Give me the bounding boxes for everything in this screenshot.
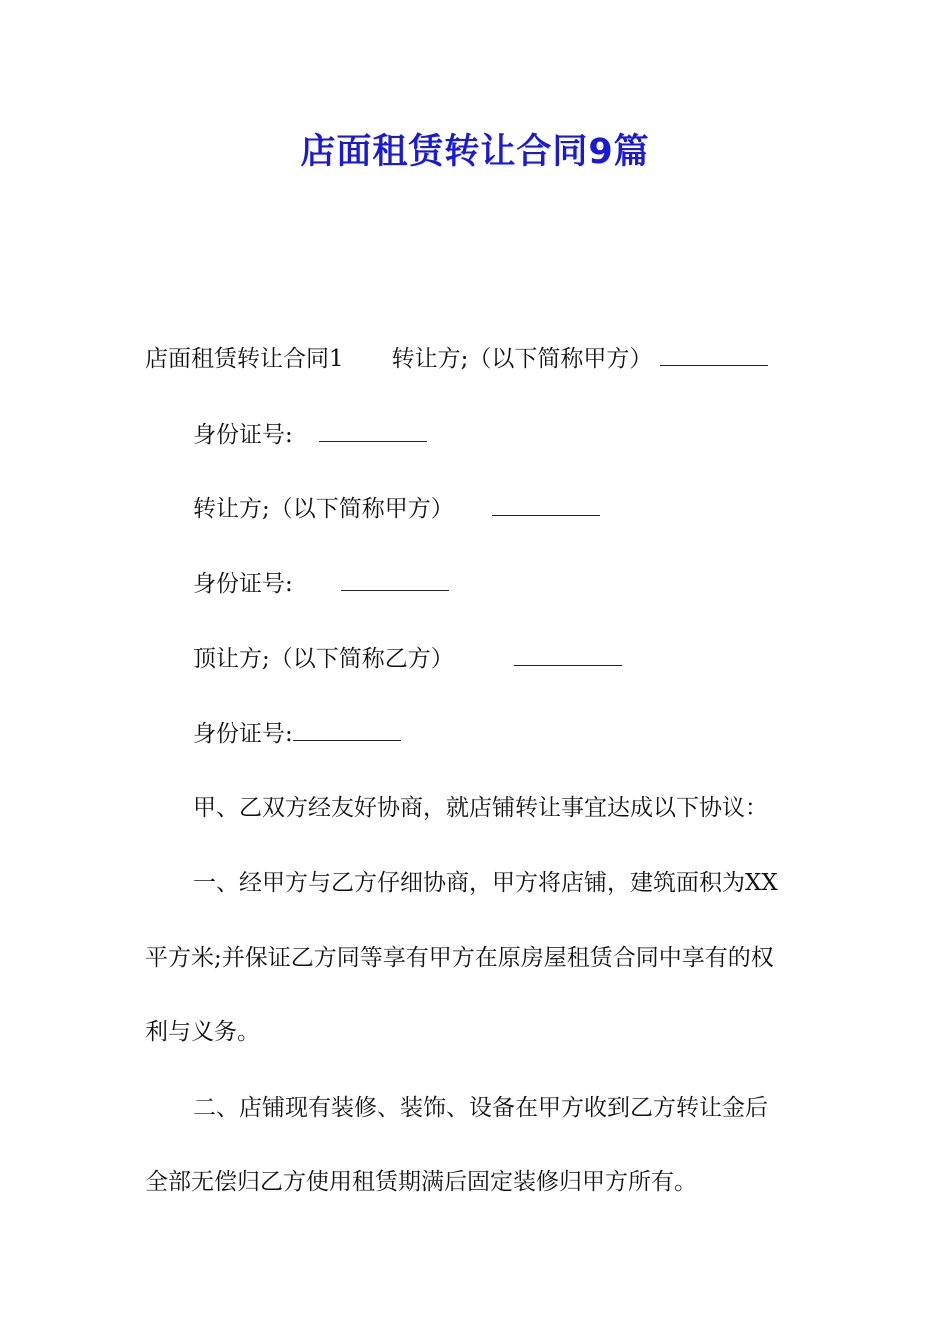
transferor-label: 转让方;（以下简称甲方） [193,496,454,522]
contract-header-line [145,343,768,374]
clause-2-line-2: 全部无偿归乙方使用租赁期满后固定装修归甲方所有。 [145,1169,697,1195]
id-number-line-1 [193,419,427,450]
id-number-line-2 [193,568,449,599]
transferee-blank [514,643,622,666]
id-number-label: 身份证号: [193,571,293,597]
id-number-blank [293,718,401,741]
transferee-line [193,643,622,674]
clause-1-line-2: 平方米;并保证乙方同等享有甲方在原房屋租赁合同中享有的权 [145,945,774,971]
id-number-label: 身份证号: [193,721,293,747]
contract-subtitle: 店面租赁转让合同1 [145,346,344,372]
transferee-label: 顶让方;（以下简称乙方） [193,646,454,672]
id-number-line-3 [193,718,401,749]
document-title: 店面租赁转让合同9篇 [300,132,650,172]
transferor-blank [492,493,600,516]
clause-2-line-1: 二、店铺现有装修、装饰、设备在甲方收到乙方转让金后 [193,1095,768,1121]
transferor-blank [660,343,768,366]
transferor-line-2 [193,493,600,524]
clause-1-line-1: 一、经甲方与乙方仔细协商，甲方将店铺，建筑面积为XX [193,870,778,896]
id-number-label: 身份证号: [193,422,293,448]
transferor-label: 转让方;（以下简称甲方） [391,346,653,372]
id-number-blank [341,568,449,591]
id-number-blank [319,419,427,442]
clause-1-line-3: 利与义务。 [145,1019,260,1045]
agreement-intro: 甲、乙双方经友好协商，就店铺转让事宜达成以下协议： [193,795,768,821]
